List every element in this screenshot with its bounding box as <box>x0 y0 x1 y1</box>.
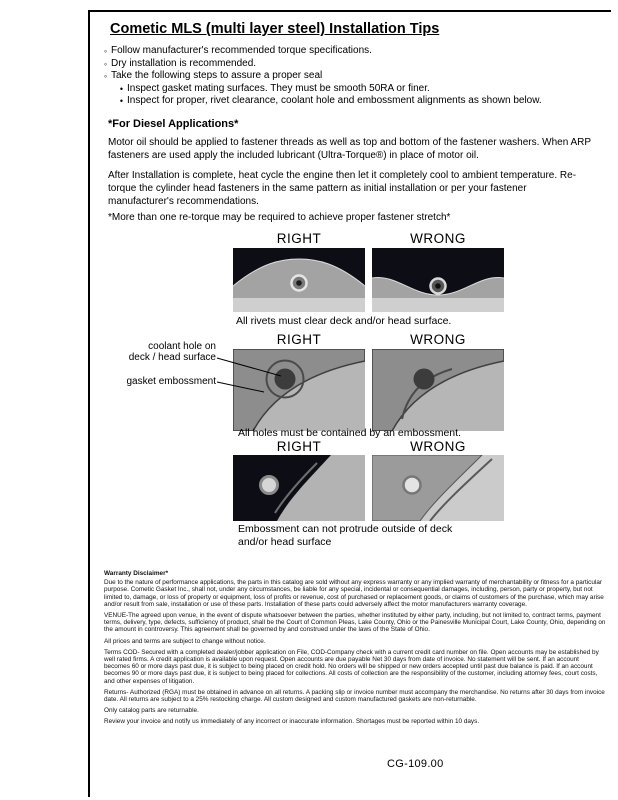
tip-item <box>100 58 542 71</box>
protrusion-wrong-diagram <box>372 455 504 521</box>
row2-right-label: RIGHT <box>276 332 322 347</box>
dot-bullet-icon: • <box>119 83 124 94</box>
row1-right-label: RIGHT <box>276 231 322 246</box>
embossment-outside-image <box>372 455 504 521</box>
legal-paragraph: Review your invoice and notify us immediately of any incorrect or inaccurate information. Shortages must be reported within 10 days. <box>104 718 480 726</box>
tips-list <box>100 45 542 108</box>
tip-text: Dry installation is recommended. <box>111 57 257 69</box>
hole-not-contained-image <box>372 349 504 431</box>
legal-paragraph: Due to the nature of performance applications, the parts in this catalog are sold without any express warranty or any implied warranty of merchantability or fitness for a particular purpose. Cometic Gasket Inc., shall not, under any circumstances, be liable for any special, incidental or consequential damages, including, person, party or property, but not limited to, damage, or loss of property or equipment, loss of profits or revenue, cost of purchased or replacement goods, or claims of customers of the purchase, which may arise and/or result from sale, installation or use of these parts. Installation of these parts could adversely affect the motor manufacturers warranty coverage. <box>104 579 604 608</box>
row1-wrong-label: WRONG <box>410 231 466 246</box>
legal-paragraph: Returns- Authorized (RGA) must be obtained in advance on all returns. A packing slip or invoice number must accompany the merchandise. No returns after 30 days from invoice date. All returns are subject to a 25% restocking charge. All custom designed and custom manufactured gaskets are non-returnable. <box>104 688 605 704</box>
circle-bullet-icon: ◦ <box>103 46 108 56</box>
tip-text: Inspect gasket mating surfaces. They must be smooth 50RA or finer. <box>127 82 430 94</box>
circle-bullet-icon: ◦ <box>103 58 108 69</box>
page-code: CG-109.00 <box>387 758 444 770</box>
diesel-paragraph-2: After Installation is complete, heat cycle the engine then let it completely cool to ambient temperature. Re-torque the cylinder head fasteners in the same pattern as initial installation or per your fastener manufacturer's recommendations. <box>108 170 577 207</box>
tip-sub-item <box>116 83 542 96</box>
legal-paragraph: VENUE-The agreed upon venue, in the event of dispute whatsoever between the parties, whether instituted by either party, including, but not limited to, contract terms, payment terms, delivery, type, defects, sufficiency of product, shall be the Court of Common Pleas, Lake County, Ohio or the Painesville Municipal Court, Lake County, Ohio, depending on the amount in controversy. This agreement shall be governed by and construed under the laws of the State of Ohio. <box>104 612 606 634</box>
rivet-right-diagram <box>233 248 365 312</box>
protrusion-right-diagram <box>233 455 365 521</box>
coolant-hole-label-line1: coolant hole on <box>148 341 216 352</box>
diesel-heading: *For Diesel Applications* <box>108 118 239 130</box>
embossment-caption: All holes must be contained by an embossment. <box>238 427 461 439</box>
row2-wrong-label: WRONG <box>410 332 466 347</box>
protrusion-caption: Embossment can not protrude outside of deck and/or head surface <box>238 523 453 548</box>
diesel-paragraph-1: Motor oil should be applied to fastener threads as well as top and bottom of the fastener washers. When ARP fasteners are used apply the included lubricant (Ultra-Torque®) in place of motor oil. <box>108 137 591 161</box>
rivet-overlap-image <box>372 248 504 312</box>
gasket-embossment-label: gasket embossment <box>126 376 216 387</box>
tip-text: Inspect for proper, rivet clearance, coolant hole and embossment alignments as shown below. <box>127 95 542 106</box>
dot-bullet-icon: • <box>119 96 124 106</box>
tip-sub-item <box>116 95 542 108</box>
retorque-note: *More than one re-torque may be required to achieve proper fastener stretch* <box>108 212 451 223</box>
hole-contained-image <box>233 349 365 431</box>
row3-right-label: RIGHT <box>276 439 322 454</box>
embossment-wrong-diagram <box>372 349 504 431</box>
tip-item <box>100 70 542 83</box>
coolant-hole-label-line2: deck / head surface <box>128 352 216 363</box>
legal-paragraph: Terms COD- Secured with a completed dealer/jobber application on File, COD-Company check with a current credit card number on file. Open accounts may be established by well rated firms. A credit application is available upon request. Open accounts are due payable Net 30 days from date of invoice. No statement will be sent. If an account becomes 60 or more days past due, it is subject to being placed on credit hold. No orders will be shipped or new orders accepted until past due balance is paid. If an account becomes 90 or more days past due, it is subject to being placed for collections. All costs of collection are the responsibility of the customer, including attorney fees, court costs, and other expenses of litigation. <box>104 648 599 685</box>
tip-text: Follow manufacturer's recommended torque specifications. <box>111 45 372 56</box>
rivet-caption: All rivets must clear deck and/or head surface. <box>236 315 452 327</box>
rivet-wrong-diagram <box>372 248 504 312</box>
page-title: Cometic MLS (multi layer steel) Installation Tips <box>110 21 440 37</box>
row3-wrong-label: WRONG <box>410 439 466 454</box>
tip-text: Take the following steps to assure a proper seal <box>111 70 323 81</box>
tip-item <box>100 45 542 58</box>
rivet-clear-image <box>233 248 365 312</box>
legal-block <box>104 570 606 730</box>
circle-bullet-icon: ◦ <box>103 71 108 81</box>
coolant-hole-label <box>120 341 216 363</box>
embossment-right-diagram <box>233 349 365 431</box>
legal-paragraph: All prices and terms are subject to change without notice. <box>104 637 266 645</box>
embossment-inside-image <box>233 455 365 521</box>
warranty-disclaimer-heading: Warranty Disclaimer* <box>104 570 169 577</box>
legal-paragraph: Only catalog parts are returnable. <box>104 707 199 715</box>
